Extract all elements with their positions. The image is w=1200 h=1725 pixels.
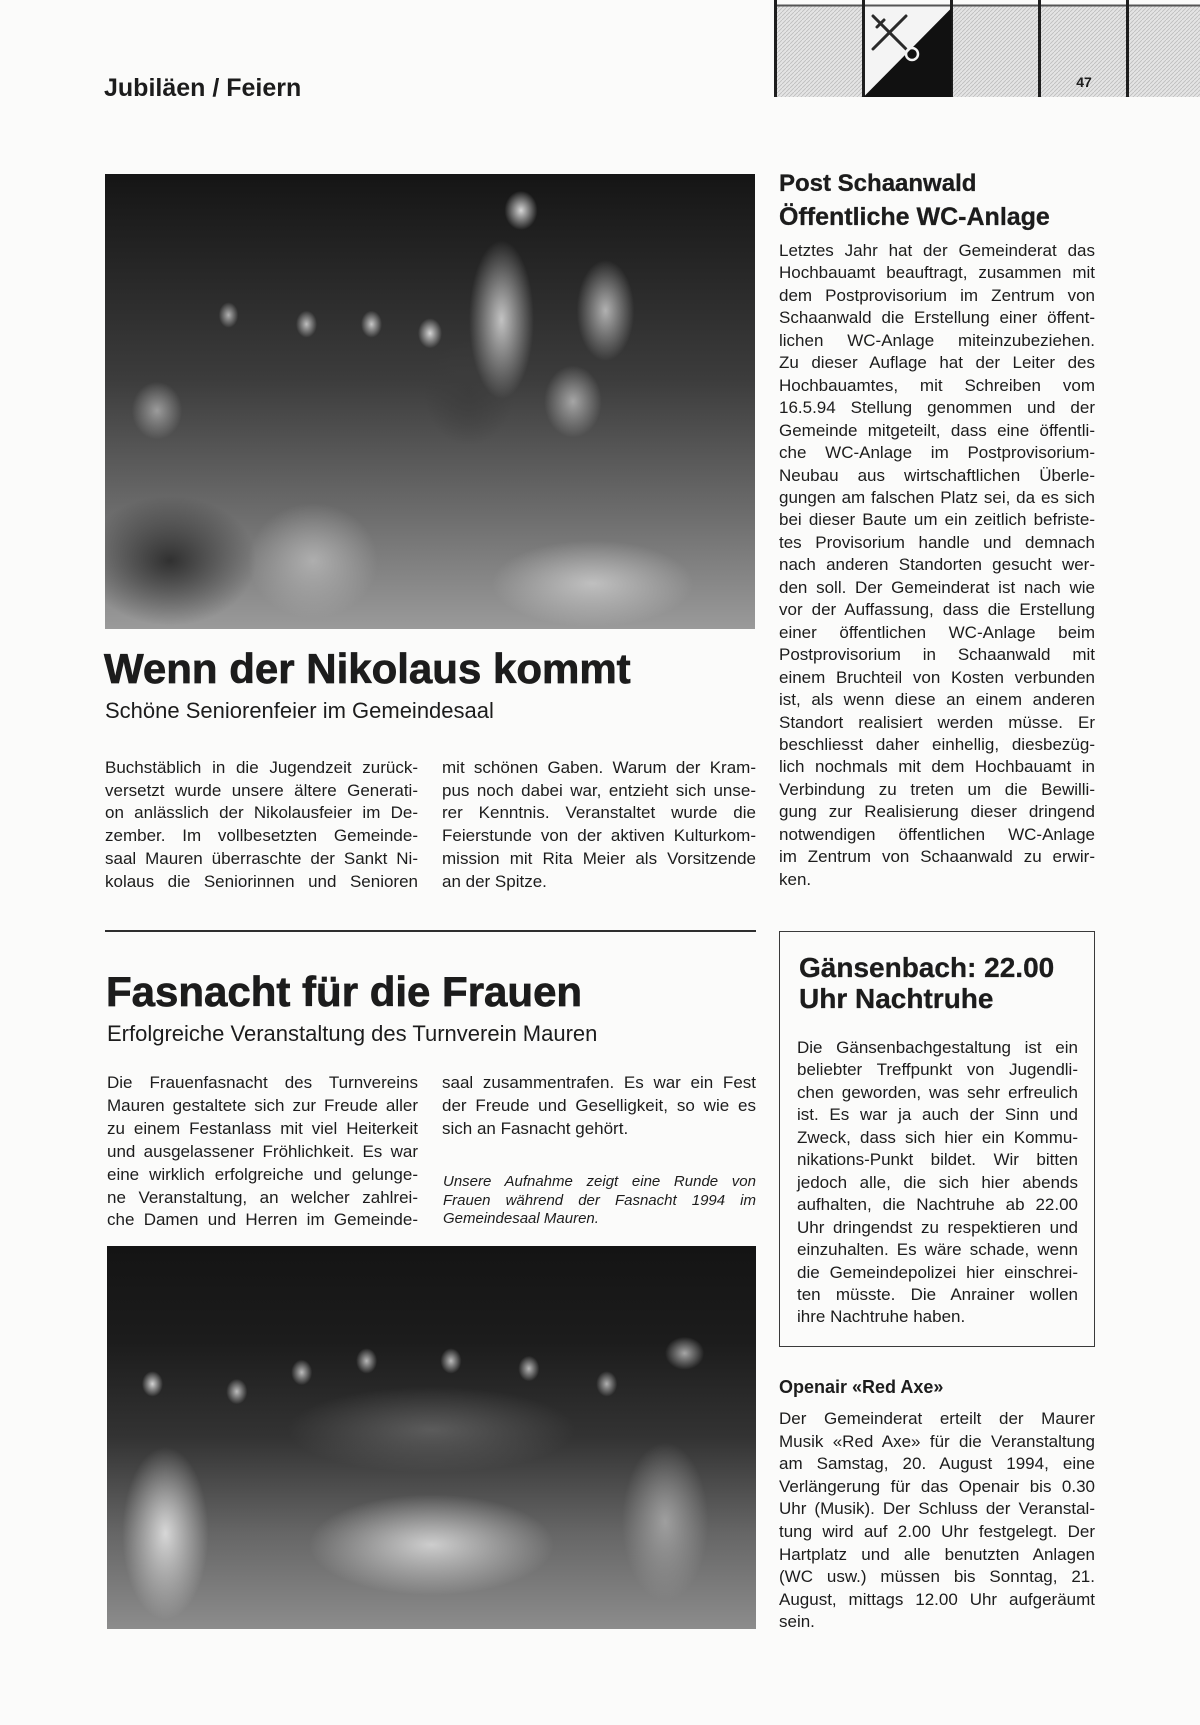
text-line: Uhr dringendst zu respektieren und [797, 1217, 1078, 1237]
text-line: 16.5.94 Stellung genommen und der [779, 398, 1095, 418]
text-line: Uhr (Musik). Der Schluss der Veranstal- [779, 1499, 1095, 1519]
text-line: pus noch dabei war, entzieht sich unse- [442, 780, 756, 800]
text-line: an der Spitze. [442, 871, 547, 891]
text-line: am Samstag, 20. August 1994, eine [779, 1454, 1095, 1474]
text-line: rer Kenntnis. Veranstaltet wurde die [442, 803, 756, 823]
text-line: mission mit Rita Meier als Vorsitzende [442, 848, 756, 868]
section-divider [105, 930, 756, 932]
post-body [779, 240, 1095, 891]
page-number: 47 [1076, 74, 1092, 90]
text-line: ne Veranstaltung, an welcher zahlrei- [107, 1187, 418, 1207]
nikolaus-subheadline: Schöne Seniorenfeier im Gemeindesaal [105, 698, 494, 723]
text-line: Feierstunde von der aktiven Kulturkom- [442, 826, 756, 846]
text-line: ten müsste. Die Anrainer wollen [797, 1284, 1078, 1304]
text-line: beschliesst daher einhellig, diesbezüg- [779, 734, 1095, 754]
header-grid [774, 0, 1200, 97]
text-line: Unsere Aufnahme zeigt eine Runde von [443, 1173, 756, 1190]
text-line: ist. Es war ja auch der Sinn und [797, 1105, 1078, 1125]
text-line: sich an Fasnacht gehört. [442, 1118, 629, 1138]
text-line: chen geworden, was sehr erfreulich [797, 1082, 1078, 1102]
text-line: ken. [779, 869, 812, 889]
text-line: saal Mauren überraschte der Sankt Ni- [105, 848, 418, 868]
text-line: Standort realisiert werden müsse. Er [779, 712, 1095, 732]
fasnacht-column-1 [107, 1072, 418, 1232]
fasnacht-photo [107, 1246, 756, 1629]
text-line: einzuhalten. Es wäre schade, wenn [797, 1240, 1078, 1260]
text-line: zember. Im vollbesetzten Gemeinde- [105, 826, 418, 846]
text-line: Zu dieser Auflage hat der Leiter des [779, 353, 1095, 373]
text-line: aufhalten, die Nachtruhe ab 22.00 [797, 1195, 1078, 1215]
nikolaus-column-1 [105, 757, 418, 893]
gaensenbach-headline-line: Uhr Nachtruhe [799, 982, 994, 1014]
text-line: jedoch alle, die sich hier abends [797, 1172, 1078, 1192]
text-line: beliebter Treffpunkt von Jugendli- [797, 1060, 1078, 1080]
text-line: Buchstäblich in die Jugendzeit zurück- [105, 758, 418, 777]
fasnacht-photo-caption [443, 1173, 756, 1229]
text-line: Musik «Red Axe» für die Veranstaltung [779, 1431, 1095, 1451]
text-line: lichen WC-Anlage miteinzubeziehen. [779, 330, 1095, 350]
nikolaus-photo [105, 174, 755, 629]
text-line: einer öffentlichen WC-Anlage beim [779, 622, 1095, 642]
nikolaus-headline: Wenn der Nikolaus kommt [104, 645, 631, 692]
text-line: saal zusammentrafen. Es war ein Fest [442, 1073, 756, 1092]
post-headline: Öffentliche WC-Anlage [779, 203, 1050, 231]
text-line: Hochbauamt beauftragt, zusammen mit [779, 263, 1095, 283]
gaensenbach-headline-line: Gänsenbach: 22.00 [799, 952, 1055, 983]
fasnacht-subheadline: Erfolgreiche Veranstaltung des Turnverein Mauren [107, 1021, 598, 1046]
text-line: im Zentrum von Schaanwald zu erwir- [779, 847, 1095, 867]
text-line: nach anderen Standorten gesucht wer- [779, 555, 1095, 575]
text-line: Letztes Jahr hat der Gemeinderat das [779, 241, 1095, 260]
gaensenbach-headline [799, 953, 1054, 1015]
gaensenbach-body [797, 1037, 1078, 1329]
text-line: versetzt wurde unsere ältere Generati- [105, 780, 418, 800]
text-line: sein. [779, 1612, 815, 1632]
text-line: nikations-Punkt bildet. Wir bitten [797, 1150, 1078, 1170]
section-title: Jubiläen / Feiern [104, 74, 302, 102]
text-line: Neubau aus wirtschaftlichen Überle- [779, 465, 1095, 485]
text-line: einem Bruchteil von Kosten verbunden [779, 667, 1095, 687]
text-line: (WC usw.) müssen bis Sonntag, 21. [779, 1567, 1095, 1587]
text-line: Gemeinde mitgeteilt, dass eine öffentli- [779, 420, 1095, 440]
text-line: tes Provisorium handle und demnach [779, 532, 1095, 552]
text-line: Verlängerung für das Openair bis 0.30 [779, 1476, 1095, 1496]
text-line: ihre Nachtruhe haben. [797, 1307, 966, 1327]
text-line: bei dieser Baute um ein zeitlich befriste- [779, 510, 1095, 530]
text-line: che Damen und Herren im Gemeinde- [107, 1210, 418, 1230]
fasnacht-column-2 [442, 1072, 756, 1141]
text-line: Zweck, dass sich hier ein Kommu- [797, 1127, 1078, 1147]
openair-headline: Openair «Red Axe» [779, 1377, 944, 1397]
text-line: gungen am falschen Platz sei, da es sich [779, 487, 1095, 507]
text-line: eine wirklich erfolgreiche und gelunge- [107, 1164, 418, 1184]
openair-body [779, 1408, 1095, 1634]
text-line: mit schönen Gaben. Warum der Kram- [442, 758, 756, 777]
text-line: Der Gemeinderat erteilt der Maurer [779, 1409, 1095, 1428]
text-line: on anlässlich der Nikolausfeier im De- [105, 803, 418, 823]
text-line: vor der Auffassung, dass die Erstellung [779, 600, 1095, 620]
post-kicker: Post Schaanwald [779, 170, 977, 197]
text-line: dem Postprovisorium im Zentrum von [779, 285, 1095, 305]
text-line: die Gemeindepolizei hier einschrei- [797, 1262, 1078, 1282]
text-line: Die Gänsenbachgestaltung ist ein [797, 1038, 1078, 1057]
text-line: Hochbauamtes, mit Schreiben vom [779, 375, 1095, 395]
text-line: Gemeindesaal Mauren. [443, 1210, 599, 1228]
text-line: Die Frauenfasnacht des Turnvereins [107, 1073, 418, 1092]
text-line: Mauren gestaltete sich zur Freude aller [107, 1095, 418, 1115]
text-line: Frauen während der Fasnacht 1994 im [443, 1191, 756, 1209]
nikolaus-column-2 [442, 757, 756, 893]
text-line: Verbindung zu treten um die Bewilli- [779, 779, 1095, 799]
text-line: und ausgelassener Fröhlichkeit. Es war [107, 1141, 418, 1161]
text-line: che WC-Anlage im Postprovisorium- [779, 443, 1095, 463]
text-line: notwendigen öffentlichen WC-Anlage [779, 824, 1095, 844]
fasnacht-headline: Fasnacht für die Frauen [106, 968, 583, 1015]
text-line: Postprovisorium in Schaanwald mit [779, 645, 1095, 665]
text-line: zu einem Festanlass mit viel Heiterkeit [107, 1118, 418, 1138]
text-line: ist, als wenn diese an einem anderen [779, 690, 1095, 710]
text-line: Hartplatz und alle benutzten Anlagen [779, 1544, 1095, 1564]
text-line: August, mittags 12.00 Uhr aufgeräumt [779, 1589, 1095, 1609]
text-line: der Freude und Geselligkeit, so wie es [442, 1095, 756, 1115]
text-line: Schaanwald die Erstellung einer öffent- [779, 308, 1095, 328]
text-line: kolaus die Seniorinnen und Senioren [105, 871, 418, 891]
text-line: tung wird auf 2.00 Uhr festgelegt. Der [779, 1521, 1095, 1541]
text-line: gung zur Realisierung dieser dringend [779, 802, 1095, 822]
text-line: den soll. Der Gemeinderat ist nach wie [779, 577, 1095, 597]
text-line: lich nochmals mit dem Hochbauamt in [779, 757, 1095, 777]
